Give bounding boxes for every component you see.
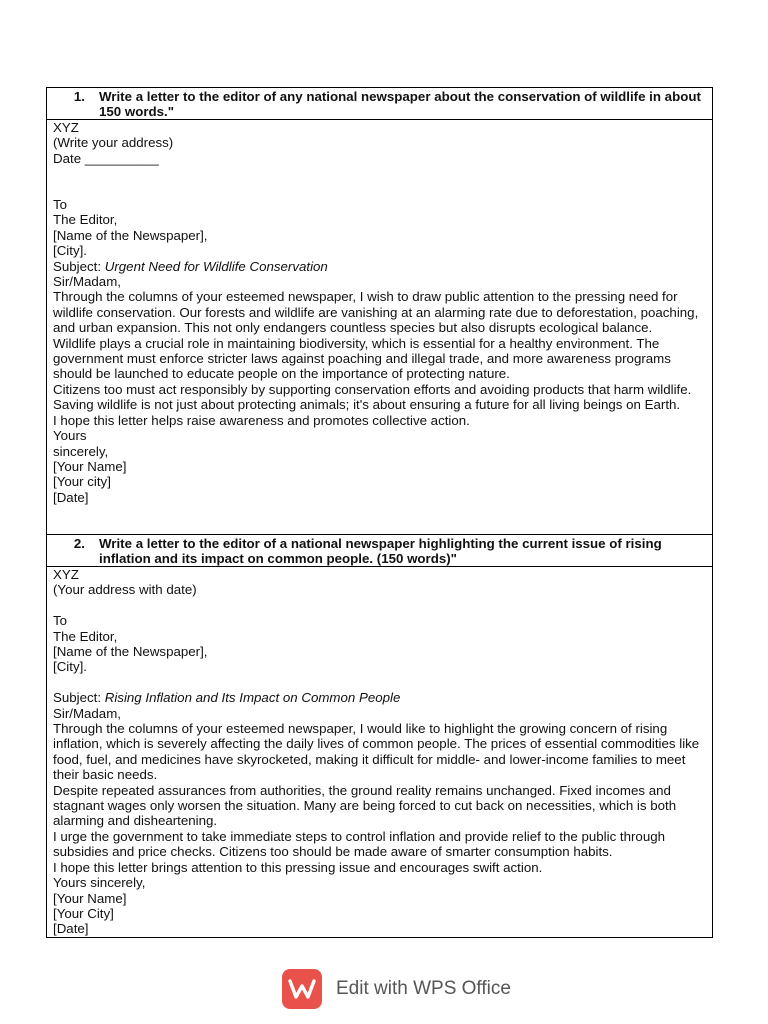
wps-watermark	[282, 969, 511, 1009]
address-hint: (Your address with date)	[53, 582, 197, 598]
newspaper-line: [Name of the Newspaper],	[53, 644, 208, 660]
to-line: To	[53, 197, 68, 213]
city-line: [City].	[53, 243, 87, 259]
body-paragraph: Despite repeated assurances from authorities, the ground reality remains unchanged. Fixed incomes and stagnant wages only worsen the situation. Many are being forced to cut back on necessities, which is both alarming and disheartening.	[53, 782, 677, 829]
body-paragraph: I hope this letter helps raise awareness and promotes collective action.	[53, 412, 470, 428]
body-paragraph: Through the columns of your esteemed newspaper, I wish to draw public attention to the pressing need for wildlife conservation. Our forests and wildlife are vanishing at an alarming rate due to deforestation, poaching, and urban expansion. This not only endangers countless species but also disrupts ecological balance.	[53, 289, 699, 336]
to-line: To	[53, 613, 68, 629]
spacer	[53, 166, 708, 197]
salutation: Sir/Madam,	[53, 705, 121, 721]
subject-label: Subject:	[53, 258, 102, 274]
editor-line: The Editor,	[53, 628, 118, 644]
signature-city: [Your city]	[53, 474, 111, 490]
answer-1-cell	[47, 120, 712, 535]
address-hint: (Write your address)	[53, 135, 174, 151]
body-paragraph: Citizens too must act responsibly by supporting conservation efforts and avoiding products that harm wildlife. Saving wildlife is not just about protecting animals; it's about ensuring a future for all living beings on Earth.	[53, 381, 692, 413]
subject-line	[53, 690, 708, 705]
letters-table	[46, 87, 713, 938]
question-1-prompt: Write a letter to the editor of any national newspaper about the conservation of wildlife in about 150 words."	[99, 89, 701, 120]
signature-date: [Date]	[53, 921, 89, 937]
subject-line	[53, 259, 708, 274]
body-paragraph: Through the columns of your esteemed newspaper, I would like to highlight the growing concern of rising inflation, which is severely affecting the daily lives of common people. The prices of essential commodities like food, fuel, and medicines have skyrocketed, making it difficult for middle- and lower-income families to meet their basic needs.	[53, 721, 700, 783]
salutation: Sir/Madam,	[53, 274, 121, 290]
wps-logo-icon	[282, 969, 322, 1009]
signature-city: [Your City]	[53, 905, 114, 921]
closing-line: Yours sincerely,	[53, 875, 146, 891]
editor-line: The Editor,	[53, 212, 118, 228]
question-2-row	[47, 535, 712, 567]
signature-name: [Your Name]	[53, 458, 127, 474]
answer-2-cell	[47, 567, 712, 937]
question-2-prompt: Write a letter to the editor of a national newspaper highlighting the current issue of rising inflation and its impact on common people. (150 words)"	[99, 536, 662, 567]
spacer	[53, 598, 708, 613]
signature-name: [Your Name]	[53, 890, 127, 906]
city-line: [City].	[53, 659, 87, 675]
body-paragraph: Wildlife plays a crucial role in maintaining biodiversity, which is essential for a healthy environment. The government must enforce stricter laws against poaching and illegal trade, and more awareness programs should be launched to educate people on the importance of protecting nature.	[53, 335, 671, 382]
signature-date: [Date]	[53, 489, 89, 505]
question-2-number: 2.	[73, 536, 85, 551]
sender-name: XYZ	[53, 567, 79, 582]
spacer	[53, 675, 708, 690]
newspaper-line: [Name of the Newspaper],	[53, 227, 208, 243]
question-1-row	[47, 88, 712, 120]
subject-text: Rising Inflation and Its Impact on Common People	[104, 690, 401, 706]
date-line: Date __________	[53, 150, 159, 166]
subject-text: Urgent Need for Wildlife Conservation	[104, 258, 328, 274]
closing-line: Yours	[53, 428, 87, 444]
body-paragraph: I hope this letter brings attention to this pressing issue and encourages swift action.	[53, 859, 543, 875]
question-1-number: 1.	[73, 89, 85, 104]
sender-name: XYZ	[53, 120, 79, 135]
subject-label: Subject:	[53, 690, 102, 706]
wps-watermark-label: Edit with WPS Office	[336, 978, 511, 999]
closing-line: sincerely,	[53, 443, 109, 459]
body-paragraph: I urge the government to take immediate steps to control inflation and provide relief to the public through subsidies and price checks. Citizens too should be made aware of smarter consumption habits.	[53, 828, 666, 860]
